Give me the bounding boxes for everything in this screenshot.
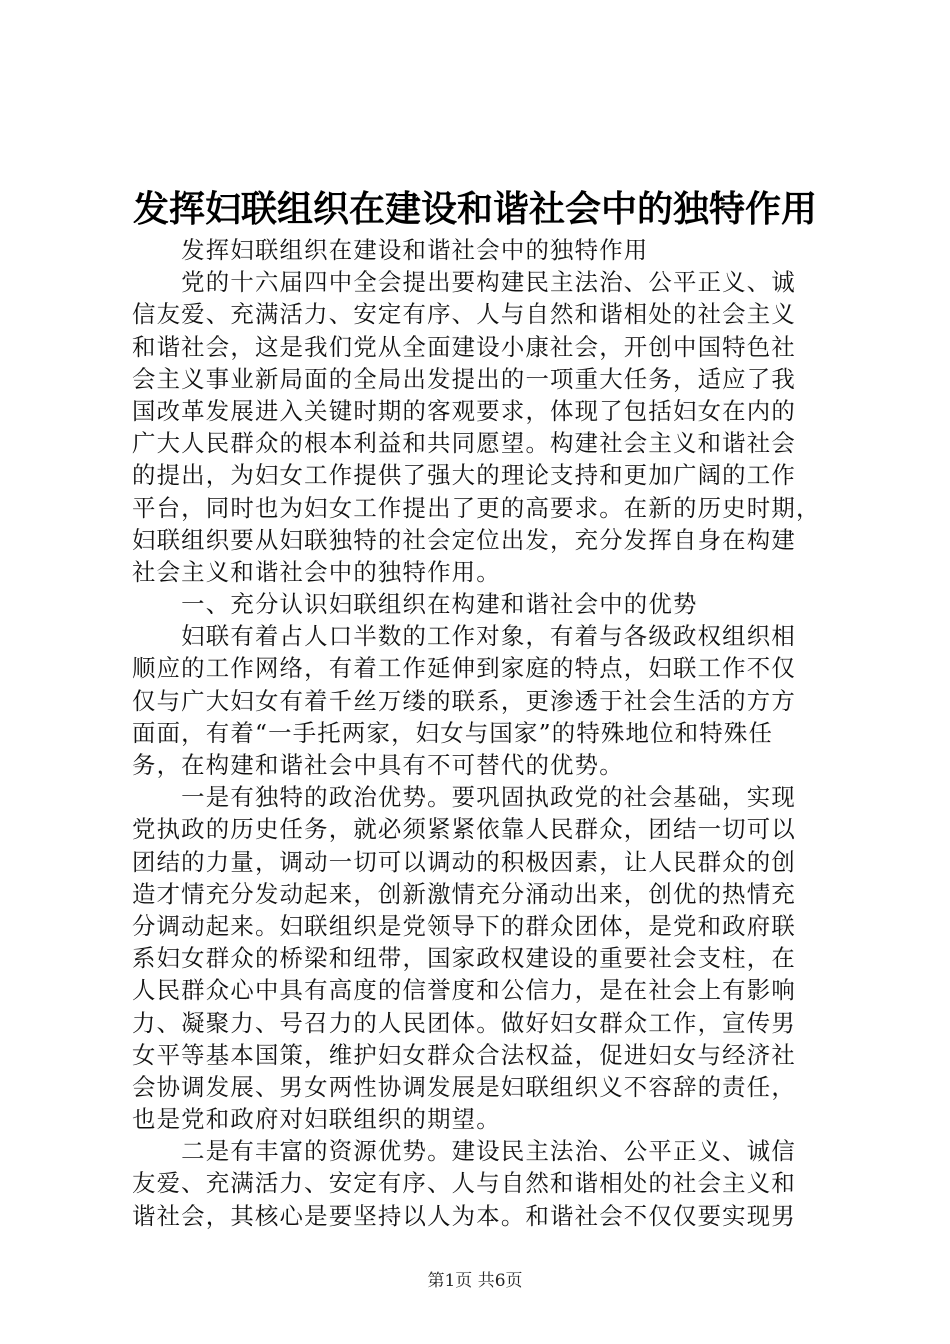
body-line: 也是党和政府对妇联组织的期望。 — [132, 1105, 501, 1134]
body-line: 面面，有着“一手托两家，妇女与国家”的特殊地位和特殊任 — [132, 718, 774, 747]
body-line: 信友爱、充满活力、安定有序、人与自然和谐相处的社会主义 — [132, 300, 796, 329]
body-line: 系妇女群众的桥梁和纽带，国家政权建设的重要社会支柱，在 — [132, 944, 796, 973]
body-line: 广大人民群众的根本利益和共同愿望。构建社会主义和谐社会 — [132, 429, 796, 458]
body-line: 和谐社会，这是我们党从全面建设小康社会，开创中国特色社 — [132, 332, 796, 361]
body-line: 造才情充分发动起来，创新激情充分涌动出来，创优的热情充 — [132, 879, 796, 908]
body-line: 顺应的工作网络，有着工作延伸到家庭的特点，妇联工作不仅 — [132, 654, 796, 683]
body-line: 党的十六届四中全会提出要构建民主法治、公平正义、诚 — [132, 268, 796, 297]
document-title: 发挥妇联组织在建设和谐社会中的独特作用 — [132, 188, 817, 230]
body-line: 一是有独特的政治优势。要巩固执政党的社会基础，实现 — [132, 783, 796, 812]
body-line: 二是有丰富的资源优势。建设民主法治、公平正义、诚信 — [132, 1137, 796, 1166]
body-line: 人民群众心中具有高度的信誉度和公信力，是在社会上有影响 — [132, 976, 796, 1005]
body-line: 会主义事业新局面的全局出发提出的一项重大任务，适应了我 — [132, 364, 796, 393]
body-line: 平台，同时也为妇女工作提出了更的高要求。在新的历史时期， — [132, 493, 821, 522]
body-line: 女平等基本国策，维护妇女群众合法权益，促进妇女与经济社 — [132, 1040, 796, 1069]
body-line: 一、充分认识妇联组织在构建和谐社会中的优势 — [132, 590, 698, 619]
body-line: 社会主义和谐社会中的独特作用。 — [132, 557, 501, 586]
body-line: 妇联有着占人口半数的工作对象，有着与各级政权组织相 — [132, 622, 796, 651]
body-line: 会协调发展、男女两性协调发展是妇联组织义不容辞的责任， — [132, 1072, 796, 1101]
body-line: 力、凝聚力、号召力的人民团体。做好妇女群众工作，宣传男 — [132, 1008, 796, 1037]
body-line: 党执政的历史任务，就必须紧紧依靠人民群众，团结一切可以 — [132, 815, 796, 844]
body-line: 团结的力量，调动一切可以调动的积极因素，让人民群众的创 — [132, 847, 796, 876]
body-line: 发挥妇联组织在建设和谐社会中的独特作用 — [132, 236, 649, 264]
body-line: 分调动起来。妇联组织是党领导下的群众团体，是党和政府联 — [132, 911, 796, 940]
document-body — [132, 234, 826, 1232]
body-line: 友爱、充满活力、安定有序、人与自然和谐相处的社会主义和 — [132, 1169, 796, 1198]
body-line: 仅与广大妇女有着千丝万缕的联系，更渗透于社会生活的方方 — [132, 686, 796, 715]
body-line: 谐社会，其核心是要坚持以人为本。和谐社会不仅仅要实现男 — [132, 1201, 796, 1230]
page-footer: 第1页 共6页 — [427, 1271, 523, 1291]
body-line: 的提出，为妇女工作提供了强大的理论支持和更加广阔的工作 — [132, 461, 796, 490]
body-line: 妇联组织要从妇联独特的社会定位出发，充分发挥自身在构建 — [132, 525, 796, 554]
body-line: 务，在构建和谐社会中具有不可替代的优势。 — [132, 751, 624, 779]
body-line: 国改革发展进入关键时期的客观要求，体现了包括妇女在内的 — [132, 396, 796, 425]
